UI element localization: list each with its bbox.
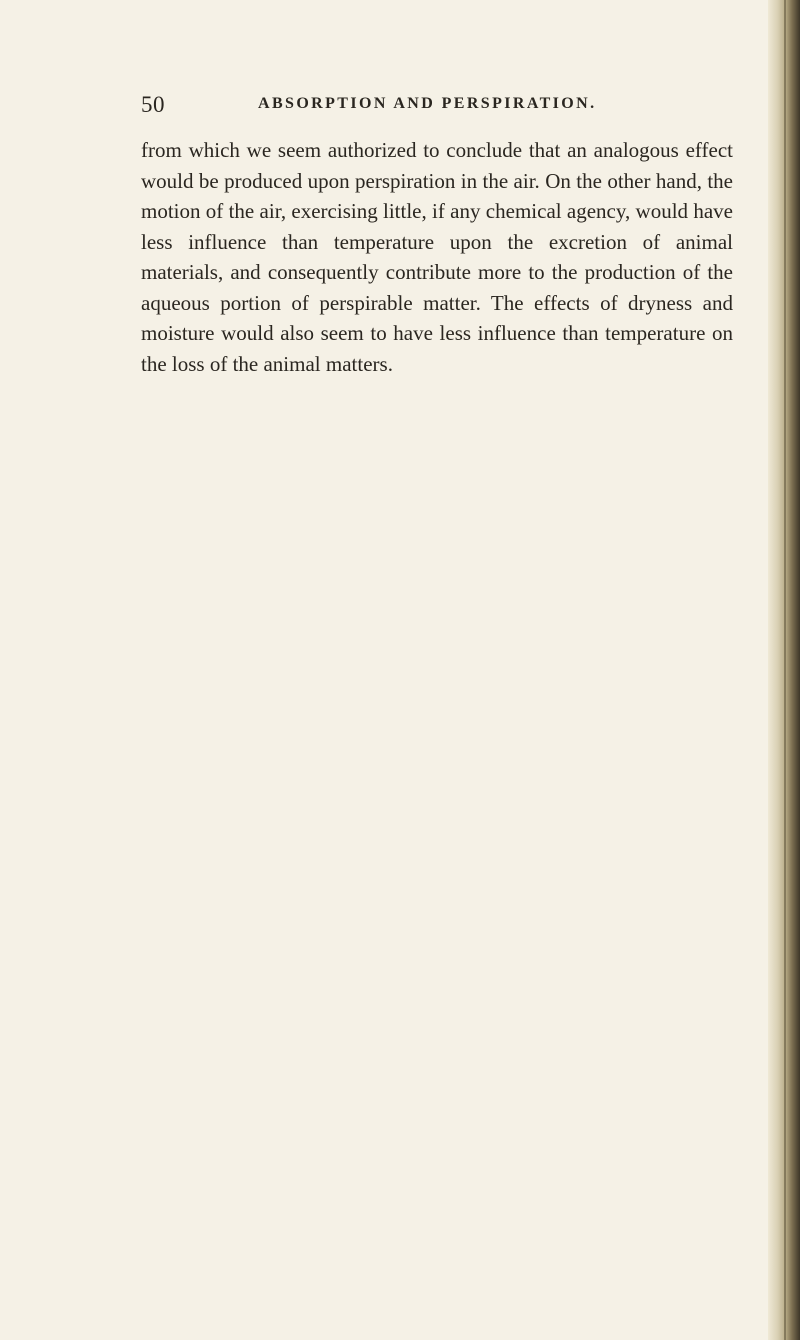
- running-head: [141, 92, 741, 122]
- page-number: 50: [141, 92, 165, 117]
- running-head-title: ABSORPTION AND PERSPIRATION.: [258, 95, 597, 112]
- body-text: [141, 135, 733, 379]
- body-paragraph: from which we seem authorized to conclude that an analogous effect would be produced upon perspiration in the air. On the other hand, the motion of the air, exercising little, if any chemical agency, would have less influence than temperature upon the excretion of animal materials, and consequently contribute more to the production of the aqueous portion of perspirable matter. The effects of dryness and moisture would also seem to have less influence than temperature on the loss of the animal matters.: [141, 138, 733, 376]
- page-edge-line: [784, 0, 786, 1340]
